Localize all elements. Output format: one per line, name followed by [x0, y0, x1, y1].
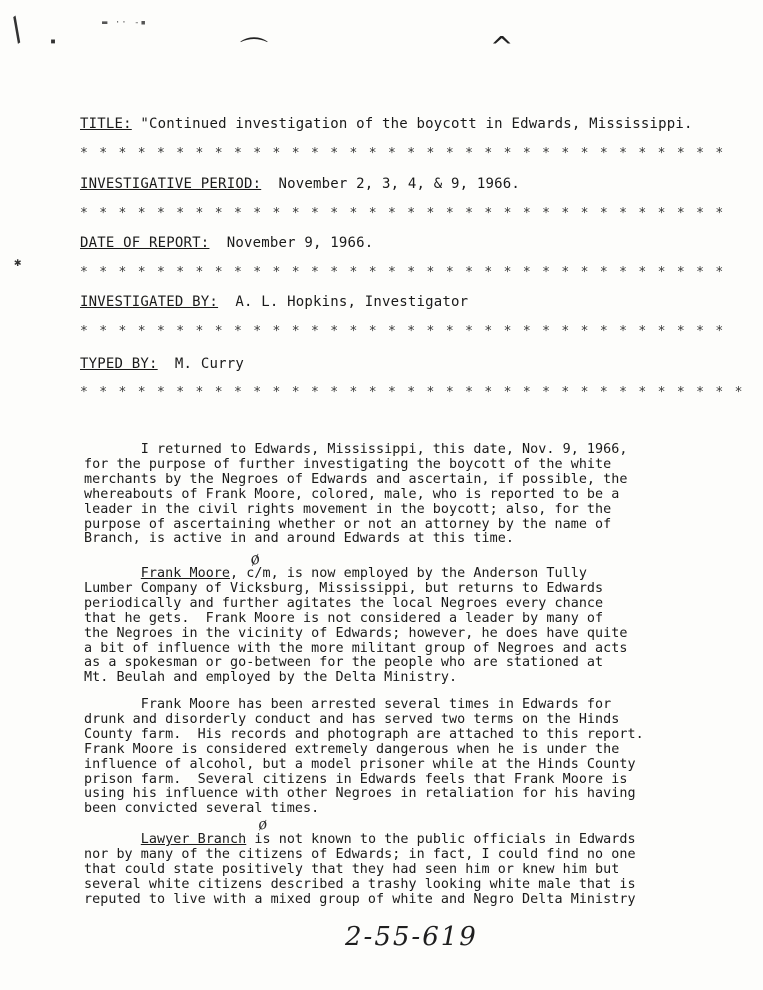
date-label: DATE OF REPORT: [80, 235, 210, 251]
separator-4: * * * * * * * * * * * * * * * * * * * * * * * * * * * * * * * * * * [80, 324, 725, 339]
handwritten-check-mark-2: ø [256, 814, 269, 834]
paragraph-2-first-line: , c/m, is now employed by the Anderson Tully [230, 566, 587, 581]
binder-hole-mark-right: ^ [490, 30, 514, 63]
separator-1: * * * * * * * * * * * * * * * * * * * * * * * * * * * * * * * * * * [80, 146, 725, 161]
stray-ink-dot: ▪ [50, 36, 57, 47]
handwritten-check-mark: ø [247, 547, 263, 570]
paragraph-4 [84, 833, 714, 908]
paragraph-4-body: nor by many of the citizens of Edwards; in fact, I could find no one that could state positively that they had seen him or knew him but several white citizens described a trashy looking white male that is reputed to live with a mixed group of white and Negro Delta Ministry [84, 846, 636, 907]
investigator-line [80, 294, 468, 310]
paragraph-2-body: Lumber Company of Vicksburg, Mississippi, but returns to Edwards periodically and further agitates the local Negroes every chance that he gets. Frank Moore is not considered a leader by many of the Negroes in the vicinity of Edwards; however, he does have quite a bit of influence with the more militant group of Negroes and acts as a spokesman or go-between for the people who are stationed at Mt. Beulah and employed by the Delta Ministry. [84, 580, 628, 686]
separator-3: * * * * * * * * * * * * * * * * * * * * * * * * * * * * * * * * * * [80, 265, 725, 280]
separator-2: * * * * * * * * * * * * * * * * * * * * * * * * * * * * * * * * * * [80, 206, 725, 221]
title-value: "Continued investigation of the boycott in Edwards, Mississippi. [131, 116, 693, 132]
title-line [80, 116, 693, 132]
separator-5: * * * * * * * * * * * * * * * * * * * * * * * * * * * * * * * * * * * [80, 385, 745, 400]
stray-pen-mark: / [0, 9, 35, 50]
frank-moore-name: Frank Moore [140, 566, 231, 581]
typed-by-label: TYPED BY: [80, 356, 158, 372]
paragraph-2 [84, 567, 714, 686]
date-value: November 9, 1966. [209, 235, 374, 251]
paragraph-3: Frank Moore has been arrested several times in Edwards for drunk and disorderly conduct and has served two terms on the Hinds County farm. His records and photograph are attached to this report. Frank Moore is considered extremely dangerous when he is under the influence of alcohol, but a model prisoner while at the Hinds County prison farm. Several citizens in Edwards feels that Frank Moore is using his influence with other Negroes in retaliation for his having been convicted several times. [84, 697, 644, 817]
date-line [80, 235, 373, 251]
typed-by-value: M. Curry [157, 356, 244, 372]
typed-by-line [80, 356, 244, 372]
period-value: November 2, 3, 4, & 9, 1966. [261, 176, 521, 192]
period-label: INVESTIGATIVE PERIOD: [80, 176, 262, 192]
paragraph-1: I returned to Edwards, Mississippi, this date, Nov. 9, 1966, for the purpose of further investigating the boycott of the white merchants by the Negroes of Edwards and ascertain, if possible, the whereabouts of Frank Moore, colored, male, who is reported to be a leader in the civil rights movement in the boycott; also, for the purpose of ascertaining whether or not an attorney by the name of Branch, is active in and around Edwards at this time. [84, 442, 628, 547]
lawyer-branch-name: Lawyer Branch [140, 832, 247, 847]
period-line [80, 176, 520, 192]
stray-ink-dash: ▬ ·· ‐▪ [102, 18, 147, 28]
handwritten-file-number: 2-55-619 [345, 922, 478, 952]
investigator-value: A. L. Hopkins, Investigator [218, 294, 469, 310]
margin-speck: ✱ [14, 255, 22, 269]
title-label: TITLE: [80, 116, 132, 132]
binder-hole-mark-left: ⌒ [240, 35, 269, 68]
investigator-label: INVESTIGATED BY: [80, 294, 219, 310]
paragraph-4-first-line: is not known to the public officials in Edwards [246, 832, 636, 847]
